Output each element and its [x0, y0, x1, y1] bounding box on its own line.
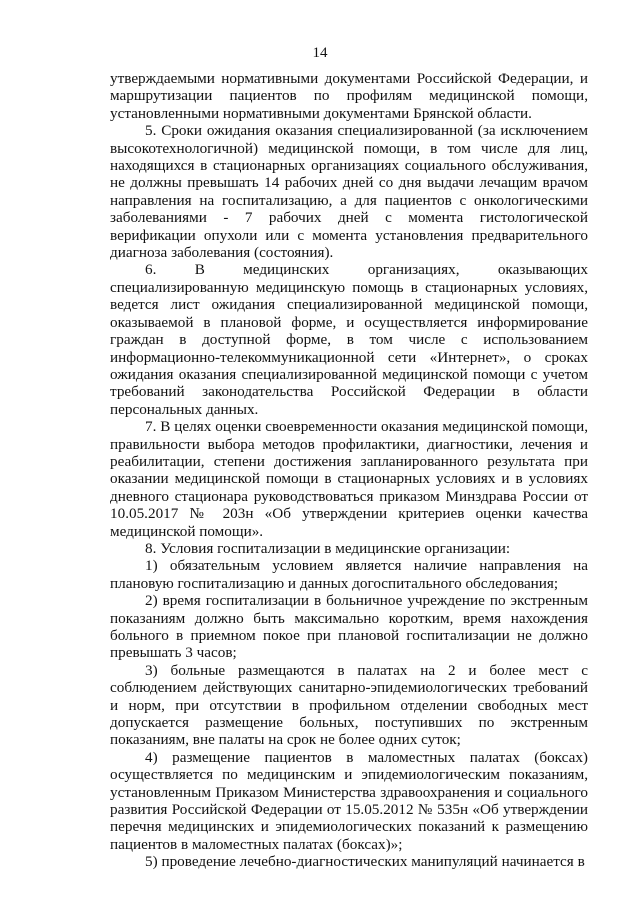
- paragraph-subitem-3: 3) больные размещаются в палатах на 2 и более мест с соблюдением действующих санитарно-эпидемиологических требований и норм, при отсутствии в профильном отделении свободных мест допускается размещение больных, поступивших по экстренным показаниям, вне палаты на срок не более одних суток;: [110, 661, 588, 749]
- paragraph-item-7: 7. В целях оценки своевременности оказания медицинской помощи, правильности выбора методов профилактики, диагностики, лечения и реабилитации, степени достижения запланированного результата при оказании медицинской помощи в стационарных условиях и в условиях дневного стационара руководствоваться приказом Минздрава России от 10.05.2017 № 203н «Об утверждении критериев оценки качества медицинской помощи».: [110, 418, 588, 540]
- paragraph-subitem-4: 4) размещение пациентов в маломестных палатах (боксах) осуществляется по медицинским и эпидемиологическим показаниям, установленным Приказом Министерства здравоохранения и социального развития Российской Федерации от 15.05.2012 № 535н «Об утверждении перечня медицинских и эпидемиологических показаний к размещению пациентов в маломестных палатах (боксах)»;: [110, 748, 588, 853]
- paragraph-item-5: 5. Сроки ожидания оказания специализированной (за исключением высокотехнологичной) медицинской помощи, в том числе для лиц, находящихся в стационарных организациях социального обслуживания, не должны превышать 14 рабочих дней со дня выдачи лечащим врачом направления на госпитализацию, а для пациентов с онкологическими заболеваниями - 7 рабочих дней с момента гистологической верификации опухоли или с момента установления предварительного диагноза заболевания (состояния).: [110, 122, 588, 262]
- page-number: 14: [312, 45, 328, 61]
- paragraph-subitem-5: 5) проведение лечебно-диагностических манипуляций начинается в: [145, 853, 585, 871]
- paragraph-subitem-2: 2) время госпитализации в больничное учреждение по экстренным показаниям должно быть максимально коротким, время нахождения больного в приемном покое при плановой госпитализации не должно превышать 3 часов;: [110, 592, 588, 662]
- paragraph-item-6: 6. В медицинских организациях, оказывающих специализированную медицинскую помощь в стационарных условиях, ведется лист ожидания специализированной медицинской помощи, оказываемой в плановой форме, и осуществляется информирование граждан в доступной форме, в том числе с использованием информационно-телекоммуникационной сети «Интернет», о сроках ожидания оказания специализированной медицинской помощи с учетом требований законодательства Российской Федерации в области персональных данных.: [110, 261, 588, 418]
- paragraph-item-8: 8. Условия госпитализации в медицинские организации:: [145, 539, 511, 557]
- paragraph-subitem-1: 1) обязательным условием является наличие направления на плановую госпитализацию и данных догоспитального обследования;: [110, 557, 588, 592]
- paragraph-continuation: утверждаемыми нормативными документами Российской Федерации, и маршрутизации пациентов по профилям медицинской помощи, установленными нормативными документами Брянской области.: [110, 70, 588, 122]
- document-body: [110, 70, 588, 871]
